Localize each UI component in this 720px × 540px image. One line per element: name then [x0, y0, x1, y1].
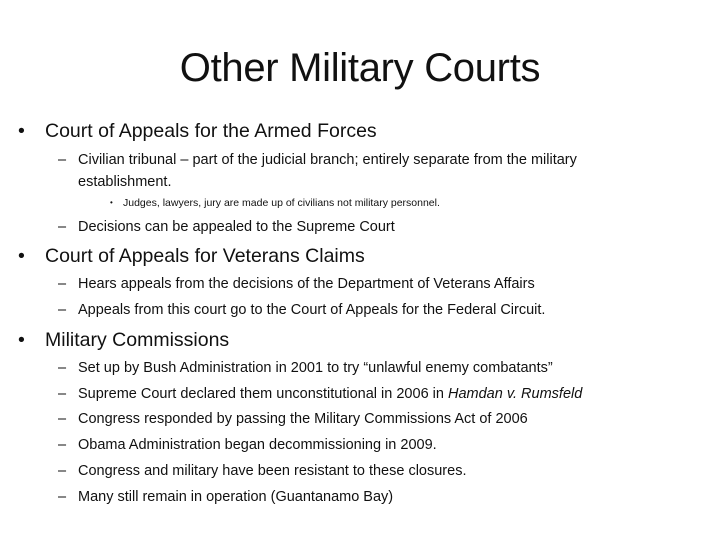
- bullet-icon: •: [18, 329, 25, 351]
- item-congress-responded: [58, 408, 668, 430]
- item-text: Obama Administration began decommissioning in 2009.: [78, 437, 437, 453]
- heading-veterans-claims-court: [18, 244, 365, 268]
- item-text: Appeals from this court go to the Court of Appeals for the Federal Circuit.: [78, 302, 546, 318]
- item-obama-administration: [58, 434, 668, 456]
- subitem-text: Judges, lawyers, jury are made up of civilians not military personnel.: [123, 197, 440, 209]
- heading-text: Military Commissions: [45, 329, 230, 351]
- item-text: Many still remain in operation (Guantanamo Bay): [78, 489, 394, 505]
- dash-icon: –: [58, 302, 67, 318]
- dash-icon: –: [58, 411, 67, 427]
- slide-title: Other Military Courts: [179, 46, 541, 90]
- item-guantanamo: [58, 486, 668, 508]
- item-bush-administration: [58, 357, 668, 379]
- item-text: Decisions can be appealed to the Supreme Court: [78, 219, 395, 235]
- item-civilian-tribunal: [58, 149, 668, 193]
- case-name: Hamdan v. Rumsfeld: [447, 386, 583, 402]
- dash-icon: –: [58, 360, 67, 376]
- item-hears-appeals: [58, 273, 668, 295]
- dash-icon: –: [58, 386, 67, 402]
- item-resistance: [58, 460, 668, 482]
- ruling-text: Supreme Court declared them unconstitutional in 2006 in: [78, 386, 448, 402]
- subitem-civilian-personnel: [110, 196, 440, 210]
- heading-text: Court of Appeals for the Armed Forces: [45, 120, 377, 142]
- dash-icon: –: [58, 276, 67, 292]
- item-text: Civilian tribunal – part of the judicial branch; entirely separate from the military establishment.: [78, 152, 577, 190]
- heading-armed-forces-court: [18, 119, 377, 143]
- dash-icon: –: [58, 437, 67, 453]
- item-text: Congress responded by passing the Military Commissions Act of 2006: [78, 411, 528, 427]
- heading-military-commissions: [18, 328, 229, 352]
- bullet-icon: •: [18, 120, 25, 142]
- dash-icon: –: [58, 489, 67, 505]
- item-federal-circuit: [58, 299, 668, 321]
- bullet-icon: •: [110, 198, 113, 207]
- dash-icon: –: [58, 463, 67, 479]
- item-text: [78, 383, 668, 405]
- heading-text: Court of Appeals for Veterans Claims: [45, 245, 365, 267]
- item-text: Set up by Bush Administration in 2001 to try “unlawful enemy combatants”: [78, 360, 553, 376]
- item-hamdan-ruling: [58, 383, 668, 405]
- item-text: Hears appeals from the decisions of the Department of Veterans Affairs: [78, 276, 535, 292]
- bullet-icon: •: [18, 245, 25, 267]
- item-text: Congress and military have been resistant to these closures.: [78, 463, 467, 479]
- dash-icon: –: [58, 152, 67, 168]
- item-supreme-court-appeal: [58, 216, 668, 238]
- dash-icon: –: [58, 219, 67, 235]
